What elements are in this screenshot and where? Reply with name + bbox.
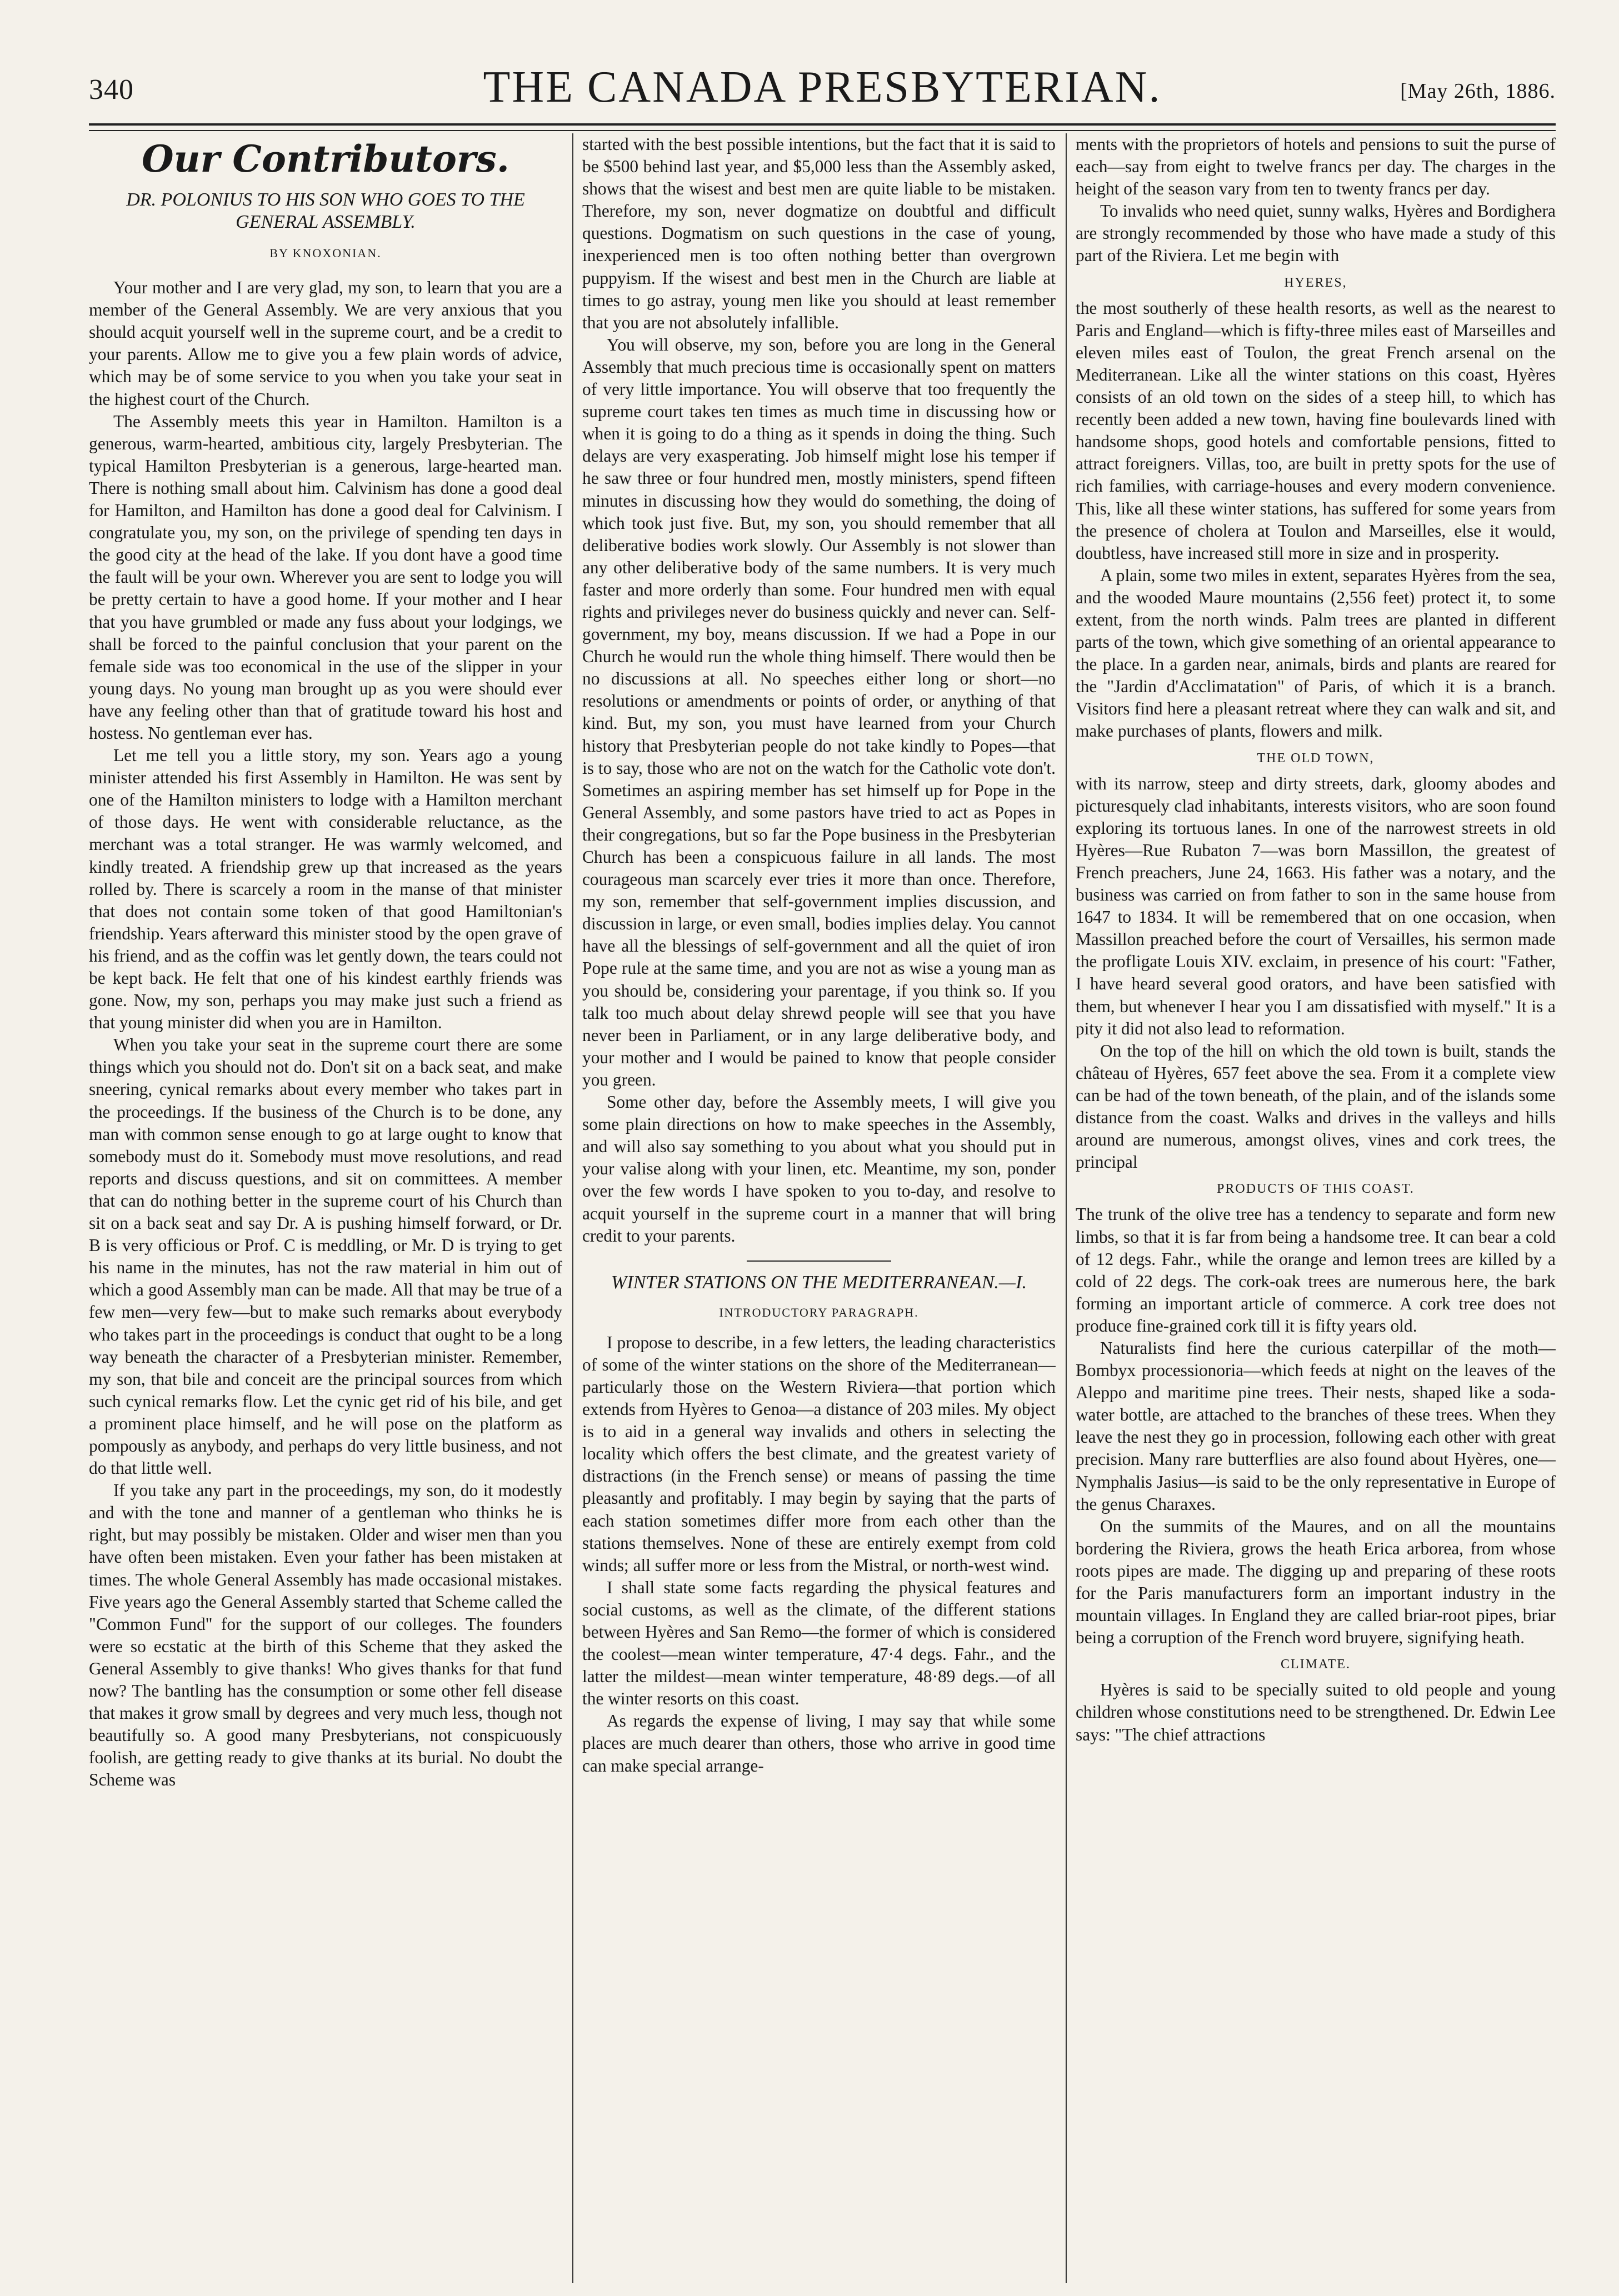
paragraph: The Assembly meets this year in Hamilton. Hamilton is a generous, warm-hearted, ambitious city, largely Presbyterian. The typical Hamilton Presbyterian is a generous, large-hearted man. There is nothing small about him. Calvinism has done a good deal for Hamilton, and Hamilton has done a good deal for Calvinism. I congratulate you, my son, on the privilege of spending ten days in the good city at the head of the lake. If you dont have a good time the fault will be your own. Wherever you are sent to lodge you will be pretty certain to have a good home. If your mother and I hear that you have grumbled or made any fuss about your lodgings, we shall be forced to the painful conclusion that your parent on the female side was too economical in the use of the slipper in your young days. No young man brought up as you were should ever have any feeling other than that of gratitude toward his host and hostess. No gentleman ever has. <box>89 411 562 743</box>
article-title: DR. POLONIUS TO HIS SON WHO GOES TO THE GENERAL ASSEMBLY. <box>126 189 525 232</box>
column-1 <box>89 133 562 2283</box>
masthead-rule <box>89 123 1556 126</box>
paragraph: Naturalists find here the curious caterpillar of the moth—Bombyx processionoria—which feeds at night on the leaves of the Aleppo and maritime pine trees. Their nests, shaped like a soda-water bottle, are attached to the branches of these trees. When they leave the nest they go in procession, following each other with great precision. Many rare butterflies are also found about Hyères, one—Nymphalis Jasius—is said to be the only representative in Europe of the genus Charaxes. <box>1076 1338 1556 1514</box>
subheading: CLIMATE. <box>1281 1657 1351 1672</box>
article-separator <box>747 1260 891 1262</box>
masthead <box>89 62 1556 123</box>
subheading: HYERES, <box>1284 275 1347 290</box>
paragraph: I propose to describe, in a few letters, the leading characteristics of some of the winter stations on the shore of the Mediterranean—particularly those on the Western Riviera—that portion which extends from Hyères to Genoa—a distance of 203 miles. My object is to aid in a general way invalids and others in selecting the locality which offers the best climate, and the greatest variety of distractions (in the French sense) or means of passing the time pleasantly and profitably. I may begin by saying that the parts of each station sometimes differ more from each other than the stations themselves. None of these are entirely exempt from cold winds; all suffer more or less from the Mistral, or north-west wind. <box>582 1332 1056 1575</box>
column-3 <box>1076 133 1556 2283</box>
subheading: PRODUCTS OF THIS COAST. <box>1217 1182 1415 1197</box>
paragraph: On the top of the hill on which the old town is built, stands the château of Hyères, 657 feet above the sea. From it a complete view can be had of the town beneath, of the plain, and of the islands some distance from the coast. Walks and drives in the valleys and hills around are numerous, amongst olives, vines and cork trees, the principal <box>1076 1041 1556 1172</box>
paragraph: I shall state some facts regarding the physical features and social customs, as well as the climate, of the different stations between Hyères and San Remo—the former of which is considered the coolest—mean winter temperature, 47·4 degs. Fahr., and the latter the mildest—mean winter temperature, 48·89 degs.—of all the winter resorts on this coast. <box>582 1577 1056 1709</box>
paragraph: ments with the proprietors of hotels and pensions to suit the purse of each—say from eight to twelve francs per day. The charges in the height of the season vary from ten to twenty francs per day. <box>1076 134 1556 199</box>
subheading: THE OLD TOWN, <box>1257 751 1375 766</box>
column-2 <box>582 133 1056 2283</box>
paragraph: A plain, some two miles in extent, separates Hyères from the sea, and the wooded Maure mountains (2,556 feet) protect it, to some extent, from the north winds. Palm trees are planted in different parts of the town, which give something of an oriental appearance to the place. In a garden near, animals, birds and plants are reared for the "Jardin d'Acclimatation" of Paris, of which it is a branch. Visitors find here a pleasant retreat where they can walk and sit, and make purchases of plants, flowers and milk. <box>1076 565 1556 741</box>
paragraph: Let me tell you a little story, my son. Years ago a young minister attended his first Assembly in Hamilton. He was sent by one of the Hamilton ministers to lodge with a Hamilton merchant of those days. He went with considerable reluctance, as the merchant was a total stranger. He was warmly welcomed, and kindly treated. A friendship grew up that increased as the years rolled by. There is scarcely a room in the manse of that minister that does not contain some token of that good Hamiltonian's friendship. Years afterward this minister stood by the open grave of his friend, and as the coffin was let gently down, the tears could not be kept back. He felt that one of his kindest earthly friends was gone. Now, my son, perhaps you may make just such a friend as that young minister did when you are in Hamilton. <box>89 746 562 1033</box>
paragraph: Some other day, before the Assembly meets, I will give you some plain directions on how to make speeches in the Assembly, and will also say something to you about what you should put in your valise along with your linen, etc. Meantime, my son, ponder over the few words I have spoken to you to-day, and resolve to acquit yourself in the supreme court in a manner that will bring credit to your parents. <box>582 1092 1056 1245</box>
paragraph: Hyères is said to be specially suited to old people and young children whose constitutions need to be strengthened. Dr. Edwin Lee says: "The chief attractions <box>1076 1680 1556 1744</box>
column-divider <box>1066 133 1067 2283</box>
paragraph: with its narrow, steep and dirty streets, dark, gloomy abodes and picturesquely clad inhabitants, interests visitors, who are soon found exploring its tortuous lanes. In one of the narrowest streets in old Hyères—Rue Rubaton 7—was born Massillon, the greatest of French preachers, June 24, 1663. His father was a notary, and the business was carried on from father to son in the same house from 1647 to 1834. It will be remembered that on one occasion, when Massillon preached before the court of Versailles, his sermon made the profligate Louis XIV. exclaim, in presence of his court: "Father, I have heard several good orators, and have been satisfied with them, but whenever I hear you I am dissatisfied with myself." It is a pity it did not also lead to reformation. <box>1076 773 1556 1038</box>
paragraph: To invalids who need quiet, sunny walks, Hyères and Bordighera are strongly recommended by those who have made a study of this part of the Riviera. Let me begin with <box>1076 201 1556 266</box>
newspaper-title: THE CANADA PRESBYTERIAN. <box>483 63 1162 112</box>
paragraph: started with the best possible intentions, but the fact that it is said to be $500 behind last year, and $5,000 less than the Assembly asked, shows that the wisest and best men are quite liable to be mistaken. Therefore, my son, never dogmatize on doubtful and difficult questions. Dogmatism on such questions in the case of young, inexperienced men is too often nothing better than overgrown puppyism. If the wisest and best men in the Church are liable at times to go astray, young men like you should at least remember that you are not absolutely infallible. <box>582 134 1056 332</box>
page-number: 340 <box>89 74 134 106</box>
paragraph: On the summits of the Maures, and on all the mountains bordering the Riviera, grows the heath Erica arborea, from whose roots pipes are made. The digging up and preparing of these roots for the Paris manufacturers form an important industry in the mountain villages. In England they are called briar-root pipes, briar being a corruption of the French word bruyere, signifying heath. <box>1076 1516 1556 1648</box>
article-title: WINTER STATIONS ON THE MEDITERRANEAN.—I. <box>611 1272 1027 1293</box>
byline: BY KNOXONIAN. <box>269 246 382 260</box>
paragraph: When you take your seat in the supreme court there are some things which you should not do. Don't sit on a back seat, and make sneering, cynical remarks about every member who takes part in the proceedings. If the business of the Church is to be done, any man with common sense enough to go at large ought to know that somebody must do it. Somebody must move resolutions, and read reports and discuss questions, and sit on committees. A member that can do nothing better in the supreme court of his Church than sit on a back seat and say Dr. A is pushing himself forward, or Dr. B is very officious or Prof. C is meddling, or Mr. D is trying to get his name in the minutes, has not the raw material in him out of which a good Assembly man can be made. All that may be true of a few men—very few—but to make such remarks about everybody who takes part in the proceedings is conduct that ought to be a long way beneath the character of a Presbyterian minister. Remember, my son, that bile and conceit are the principal sources from which such cynical remarks flow. Let the cynic get rid of his bile, and get a prominent place himself, and he will pose on the platform as pompously as anybody, and perhaps do very little business, and not do that little well. <box>89 1035 562 1478</box>
issue-date: [May 26th, 1886. <box>1400 79 1556 103</box>
masthead-rule-thin <box>89 130 1556 131</box>
paragraph: the most southerly of these health resorts, as well as the nearest to Paris and England—which is fifty-three miles east of Marseilles and eleven miles east of Toulon, the great French arsenal on the Mediterranean. Like all the winter stations on this coast, Hyères consists of an old town on the sides of a steep hill, to which has recently been added a new town, having fine boulevards lined with handsome shops, good hotels and comfortable pensions, fitted to attract foreigners. Villas, too, are built in pretty spots for the use of rich families, with carriage-houses and every modern convenience. This, like all these winter stations, has suffered for some years from the presence of cholera at Toulon and Marseilles, else it would, doubtless, have increased still more in size and in prosperity. <box>1076 298 1556 563</box>
column-divider <box>572 133 573 2283</box>
paragraph: If you take any part in the proceedings, my son, do it modestly and with the tone and manner of a gentleman who thinks he is right, but may possibly be mistaken. Older and wiser men than you have often been mistaken. Even your father has been mistaken at times. The whole General Assembly has made occasional mistakes. Five years ago the General Assembly started that Scheme called the "Common Fund" for the support of our colleges. The founders were so ecstatic at the birth of this Scheme that they asked the General Assembly to give thanks! Who gives thanks for that fund now? The bantling has the consumption or some other fell disease that makes it grow small by degrees and very much less, though not beautifully so. A good many Presbyterians, not conspicuously foolish, are getting ready to give thanks at its burial. No doubt the Scheme was <box>89 1480 562 1790</box>
paragraph: You will observe, my son, before you are long in the General Assembly that much precious time is occasionally spent on matters of very little importance. You will observe that too frequently the supreme court takes ten times as much time in discussing how or when it is going to do a thing as it spends in doing the thing. Such delays are very exasperating. Job himself might lose his temper if he saw three or four hundred men, mostly ministers, spend fifteen minutes in discussing how they would do something, the doing of which took just five. But, my son, you should remember that all deliberative bodies work slowly. Our Assembly is not slower than any other deliberative body of the same numbers. It is very much faster and more orderly than some. Four hundred men with equal rights and privileges never do business quickly and never can. Self-government, my boy, means discussion. If we had a Pope in our Church he would run the whole thing himself. There would then be no discussions at all. No speeches either long or short—no resolutions or amendments or points of order, or anything of that kind. But, my son, you must have learned from your Church history that Presbyterian people do not take kindly to Popes—that is to say, those who are not on the watch for the Catholic vote don't. Sometimes an aspiring member has set himself up for Pope in the General Assembly, and some pastors have tried to act as Popes in their congregations, but so far the Pope business in the Presbyterian Church has been a conspicuous failure in all lands. The most courageous man scarcely ever tries it more than once. Therefore, my son, remember that self-government implies discussion, and discussion in large, or even small, bodies implies delay. You cannot have all the blessings of self-government and all the quiet of iron Pope rule at the same time, and you are not as wise a young man as you should be, considering your parentage, if you think so. If you talk too much about delay shrewd people will see that you have never been in Parliament, or in any large deliberative body, and your mother and I would be pained to know that people consider you green. <box>582 334 1056 1089</box>
section-label: INTRODUCTORY PARAGRAPH. <box>719 1305 919 1319</box>
paragraph: Your mother and I are very glad, my son, to learn that you are a member of the General Assembly. We are very anxious that you should acquit yourself well in the supreme court, and be a credit to your parents. Allow me to give you a few plain words of advice, which may be of some service to you when you take your seat in the highest court of the Church. <box>89 278 562 409</box>
paragraph: As regards the expense of living, I may say that while some places are much dearer than others, those who arrive in good time can make special arrange- <box>582 1711 1056 1775</box>
department-heading: Our Contributors. <box>142 137 509 181</box>
paragraph: The trunk of the olive tree has a tendency to separate and form new limbs, so that it is far from being a handsome tree. It can bear a cold of 12 degs. Fahr., while the orange and lemon trees are killed by a cold of 22 degs. The cork-oak trees are numerous here, the bark forming an important article of commerce. A cork tree does not produce fine-grained cork till it is fifty years old. <box>1076 1204 1556 1335</box>
